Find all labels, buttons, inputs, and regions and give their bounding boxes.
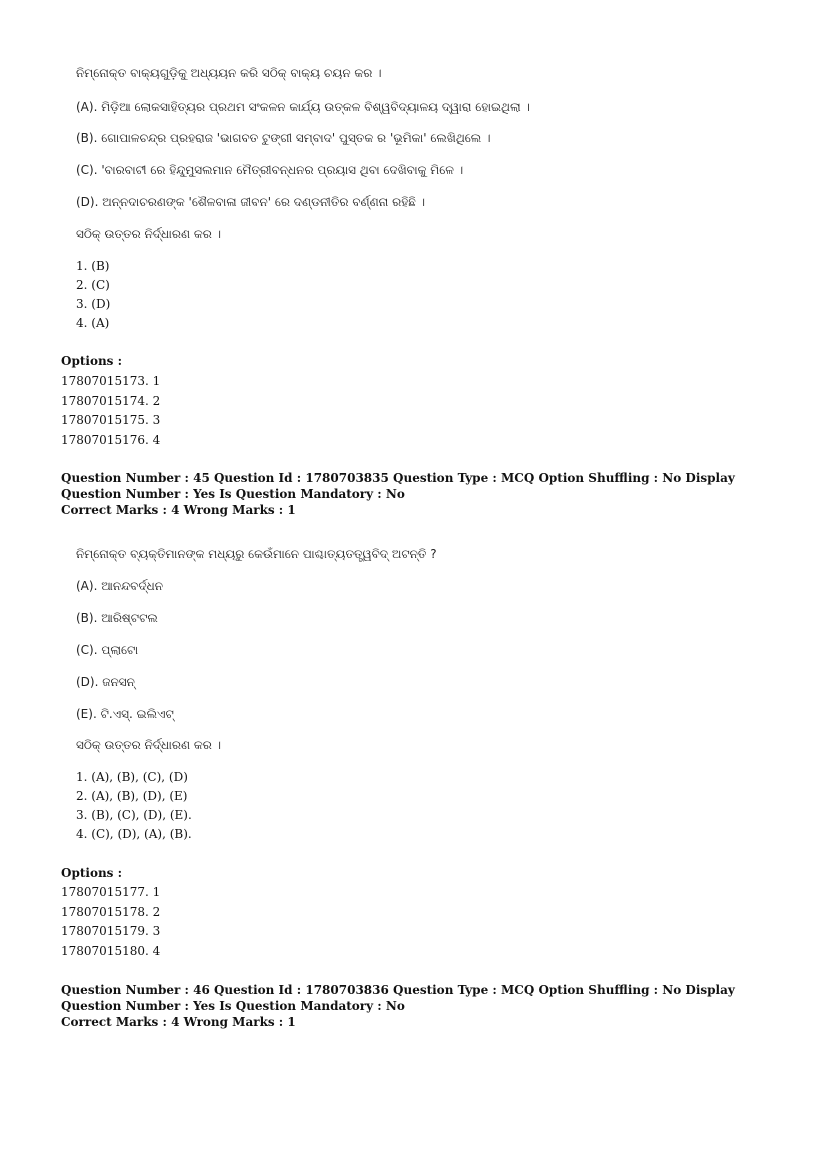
- q44-statement-a: (A). ମିଡ଼ିଆ ଲୋକସାହିତ୍ୟର ପ୍ରଥମ ସଂକଳନ କାର୍ଯ୍ୟ ଉତ୍କଳ ବିଶ୍ୱବିଦ୍ୟାଳୟ ଦ୍ୱାରା ହୋଇଥିଲା ।: [76, 100, 530, 114]
- q45-option-3: 17807015179. 3: [61, 924, 161, 938]
- q44-choice-list: [76, 257, 110, 333]
- q44-option-1: 17807015173. 1: [61, 374, 161, 388]
- q45-choice-1: 1. (A), (B), (C), (D): [76, 770, 188, 784]
- q44-statement-b: (B). ଗୋପାଳଚନ୍ଦ୍ର ପ୍ରହରାଜ 'ଭାଗବତ ଟୁଙ୍ଗୀ ସମ୍ବାଦ' ପୁସ୍ତକ ର 'ଭୂମିକା' ଲେଖିଥିଲେ ।: [76, 131, 491, 145]
- q44-statement-c: (C). 'ବାରବାଟୀ ରେ ହିନ୍ଦୁମୁସଲମାନ ମୈତ୍ରୀବନ୍ଧନର ପ୍ରୟାସ ଥିବା ଦେଖିବାକୁ ମିଳେ ।: [76, 163, 464, 177]
- q45-meta-line2: Correct Marks : 4 Wrong Marks : 1: [61, 503, 296, 517]
- q44-option-3: 17807015175. 3: [61, 413, 161, 427]
- q45-options-label: Options :: [61, 866, 123, 880]
- q45-option-1: 17807015177. 1: [61, 885, 161, 899]
- q45-statement-d: (D). ଜନସନ୍: [76, 675, 135, 689]
- q46-meta-line2: Correct Marks : 4 Wrong Marks : 1: [61, 1015, 296, 1029]
- q46-meta: [61, 982, 761, 1030]
- q45-statement-e: (E). ଟି.ଏସ୍. ଇଲିଏଟ୍: [76, 707, 174, 721]
- q44-option-4: 17807015176. 4: [61, 432, 161, 447]
- q44-stem: ନିମ୍ନୋକ୍ତ ବାକ୍ୟଗୁଡ଼ିକୁ ଅଧ୍ୟୟନ କରି ସଠିକ୍ ବାକ୍ୟ ଚୟନ କର ।: [76, 66, 382, 80]
- q45-choice-3: 3. (B), (C), (D), (E).: [76, 808, 192, 822]
- q45-instruction: ସଠିକ୍ ଉତ୍ତର ନିର୍ଦ୍ଧାରଣ କର ।: [76, 738, 222, 752]
- q45-meta: [61, 470, 761, 518]
- q45-choice-2: 2. (A), (B), (D), (E): [76, 789, 188, 803]
- q45-choice-4: 4. (C), (D), (A), (B).: [76, 827, 192, 841]
- q44-choice-2: 2. (C): [76, 278, 110, 292]
- q45-choice-list: [76, 768, 192, 844]
- q45-option-2: 17807015178. 2: [61, 904, 161, 919]
- q45-statement-a: (A). ଆନନ୍ଦବର୍ଦ୍ଧନ: [76, 579, 163, 593]
- q44-statement-d: (D). ଅନ୍ନଦାଚରଣଙ୍କ 'ଶୈଳବାଳା ଜୀବନ' ରେ ଦଣ୍ଡନୀତିର ବର୍ଣ୍ଣନା ରହିଛି ।: [76, 195, 426, 209]
- q45-stem: ନିମ୍ନୋକ୍ତ ବ୍ୟକ୍ତିମାନଙ୍କ ମଧ୍ୟରୁ କେଉଁମାନେ ପାଶ୍ଚାତ୍ୟତତ୍ତ୍ୱବିଦ୍ ଅଟନ୍ତି ?: [76, 547, 437, 561]
- q45-statement-b: (B). ଆରିଷ୍ଟଟଲ: [76, 611, 158, 625]
- q45-options-list: [61, 883, 160, 961]
- q45-statement-c: (C). ପ୍ଲାଟୋ: [76, 643, 139, 657]
- q44-choice-1: 1. (B): [76, 259, 110, 273]
- q45-option-4: 17807015180. 4: [61, 943, 161, 958]
- q44-options-label: Options :: [61, 354, 123, 368]
- q44-option-2: 17807015174. 2: [61, 393, 161, 408]
- q45-meta-line1: Question Number : 45 Question Id : 1780703835 Question Type : MCQ Option Shuffling : No Display Question Number : Yes Is Question Mandatory : No: [61, 471, 735, 501]
- q46-meta-line1: Question Number : 46 Question Id : 1780703836 Question Type : MCQ Option Shuffling : No Display Question Number : Yes Is Question Mandatory : No: [61, 983, 735, 1013]
- q44-instruction: ସଠିକ୍ ଉତ୍ତର ନିର୍ଦ୍ଧାରଣ କର ।: [76, 227, 222, 241]
- q44-choice-4: 4. (A): [76, 316, 110, 330]
- q44-options-list: [61, 372, 160, 450]
- q44-choice-3: 3. (D): [76, 297, 111, 311]
